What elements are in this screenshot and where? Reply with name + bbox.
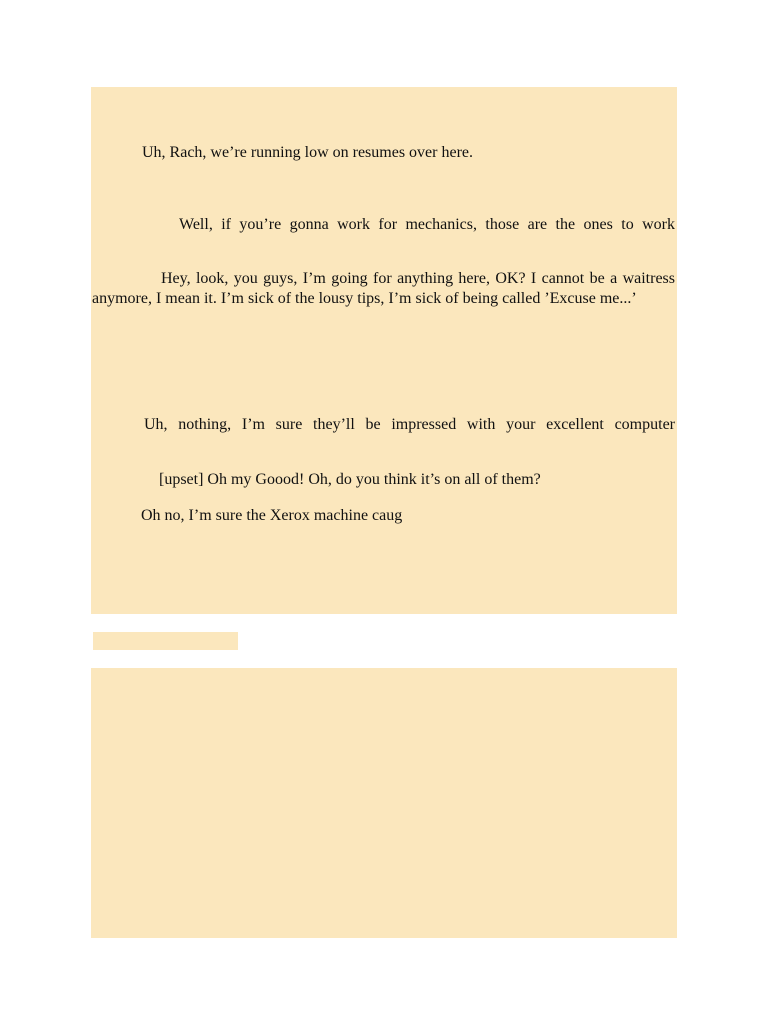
dialogue-line-3-text: Hey, look, you guys, I’m going for anything here, OK? I cannot be a waitress anymore, I mean it. I’m sick of the lousy tips, I’m sick of being called ’Excuse me...’ — [92, 270, 675, 307]
highlight-block-top — [91, 87, 677, 614]
dialogue-line-4: Uh, nothing, I’m sure they’ll be impressed with your excellent computer — [144, 416, 675, 433]
dialogue-line-1: Uh, Rach, we’re running low on resumes over here. — [142, 144, 474, 161]
highlight-block-bottom — [91, 668, 677, 938]
highlight-strip — [93, 632, 238, 650]
dialogue-paragraph-3 — [92, 269, 675, 308]
dialogue-line-6: Oh no, I’m sure the Xerox machine caug — [141, 507, 403, 524]
dialogue-line-5: [upset] Oh my Goood! Oh, do you think it’s on all of them? — [159, 471, 541, 488]
dialogue-line-2: Well, if you’re gonna work for mechanics, those are the ones to work — [179, 216, 675, 233]
